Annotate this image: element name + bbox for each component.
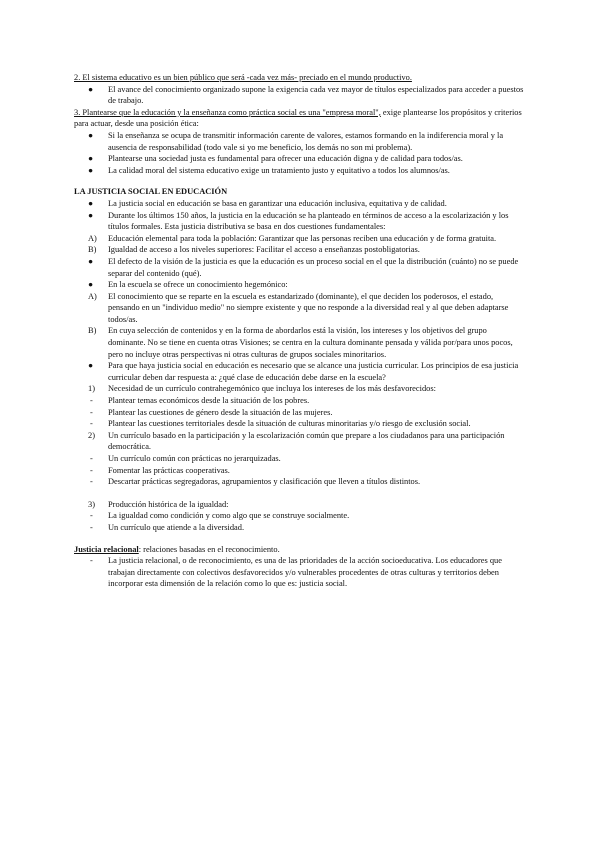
bullet-icon: ● — [88, 198, 94, 208]
dash-icon: - — [90, 419, 93, 429]
list-item — [74, 130, 526, 153]
item-marker: B) — [88, 245, 97, 255]
bullet-icon: ● — [88, 154, 94, 164]
dash-icon: - — [90, 477, 93, 487]
relational-justice-label: Justicia relacional — [74, 544, 139, 554]
list-item-text: Un currículo basado en la participación y la escolarización común que prepare a los ciudadanos para una participación democrática. — [108, 430, 505, 452]
dash-item — [74, 418, 526, 430]
item-marker: 2) — [88, 430, 95, 440]
relational-justice-rest: : relaciones basadas en el reconocimiento. — [138, 544, 280, 554]
list-item — [74, 198, 526, 210]
list-item-text: La igualdad como condición y como algo que se construye socialmente. — [108, 511, 350, 521]
list-item-text: Un currículo común con prácticas no jerarquizadas. — [108, 454, 281, 463]
list-item-text: La justicia social en educación se basa en garantizar una educación inclusiva, equitativa y de calidad. — [108, 198, 447, 208]
numbered-item — [74, 430, 526, 453]
bullet-icon: ● — [88, 280, 94, 290]
dash-item — [74, 522, 526, 534]
list-item-text: El conocimiento que se reparte en la escuela es estandarizado (dominante), el que deciden los poderosos, el estado, pensando en un "individuo medio" no siempre existente y que no responde a la diversidad real y al que deben adaptarse todos/as. — [108, 291, 509, 324]
dash-item — [74, 510, 526, 522]
list-item — [74, 256, 526, 279]
numbered-item — [74, 499, 526, 511]
list-item-text: El defecto de la visión de la justicia es que la educación es un proceso social en el que la distribución (cuánto) no se puede separar del contenido (qué). — [108, 256, 519, 278]
dash-icon: - — [90, 511, 93, 521]
list-item-text: En cuya selección de contenidos y en la forma de abordarlos está la visión, los intereses y los objetivos del grupo dominante. No se tiene en cuenta otras Visiones; se centra en la cultura dominante pensada y válida por/para unos pocos, pero no incluye otras perspectivas ni otras culturas de grupos sociales minoritarios. — [108, 326, 513, 359]
dash-item — [74, 395, 526, 407]
list-item-text: Para que haya justicia social en educación es necesario que se alcance una justicia curricular. Los principios de esa justicia curricular deben dar respuesta a: ¿qué clase de educación debe darse en la escuela? — [108, 361, 519, 382]
list-item-text: Descartar prácticas segregadoras, agrupamientos y clasificación que lleven a títulos distintos. — [108, 477, 421, 487]
item-marker: A) — [88, 233, 97, 243]
lettered-item — [74, 325, 526, 360]
list-item-text: Fomentar las prácticas cooperativas. — [108, 465, 230, 475]
list-item — [74, 210, 526, 233]
lettered-item — [74, 244, 526, 256]
dash-icon: - — [90, 407, 93, 417]
bullet-icon: ● — [88, 165, 94, 175]
list-item-text: Si la enseñanza se ocupa de transmitir información carente de valores, estamos formando en la indiferencia moral y la ausencia de responsabilidad (todo vale si yo me beneficio, los demás no son mi problema). — [108, 130, 504, 152]
section-heading: LA JUSTICIA SOCIAL EN EDUCACIÓN — [74, 187, 228, 197]
dash-item — [74, 407, 526, 419]
list-item — [74, 84, 526, 107]
dash-icon: - — [90, 465, 93, 475]
lettered-item — [74, 291, 526, 326]
list-item-text: Plantear temas económicos desde la situación de los pobres. — [108, 396, 310, 406]
list-item-text: Producción histórica de la igualdad: — [108, 499, 229, 509]
item-marker: B) — [88, 326, 97, 336]
item-marker: A) — [88, 291, 97, 301]
list-item-text: Igualdad de acceso a los niveles superiores: Facilitar el acceso a enseñanzas postobligatorias. — [108, 245, 420, 255]
list-item — [74, 153, 526, 165]
list-item-text: Plantear las cuestiones territoriales desde la situación de culturas minoritarias y/o riesgo de exclusión social. — [108, 419, 471, 429]
dash-icon: - — [90, 556, 93, 566]
list-item — [74, 360, 526, 383]
item-marker: 1) — [88, 384, 95, 394]
bullet-icon: ● — [88, 256, 94, 266]
bullet-icon: ● — [88, 130, 94, 140]
relational-justice-title — [74, 544, 526, 556]
lettered-item — [74, 233, 526, 245]
list-item — [74, 165, 526, 177]
document-page — [74, 72, 526, 590]
section-3-title — [74, 107, 526, 130]
dash-icon: - — [90, 522, 93, 532]
list-item-text: Plantearse una sociedad justa es fundamental para ofrecer una educación digna y de calidad para todos/as. — [108, 154, 463, 164]
numbered-item — [74, 383, 526, 395]
dash-icon: - — [90, 454, 93, 463]
dash-item — [74, 465, 526, 477]
list-item-text: La calidad moral del sistema educativo exige un tratamiento justo y equitativo a todos los alumnos/as. — [108, 165, 450, 175]
list-item-text: Un currículo que atiende a la diversidad. — [108, 522, 245, 532]
dash-item — [74, 453, 526, 465]
item-marker: 3) — [88, 499, 95, 509]
section-3-title-underlined: 3. Plantearse que la educación y la enseñanza como práctica social es una "empresa moral", — [74, 107, 381, 117]
dash-item — [74, 555, 526, 590]
bullet-icon: ● — [88, 210, 94, 220]
list-item-text: Plantear las cuestiones de género desde la situación de las mujeres. — [108, 407, 333, 417]
dash-item — [74, 476, 526, 488]
dash-icon: - — [90, 396, 93, 406]
list-item-text: La justicia relacional, o de reconocimiento, es una de las prioridades de la acción socioeducativa. Los educadores que trabajan directamente con colectivos desfavorecidos y/o vulnerables procedentes de otras culturas y territorios deben incorporar esta dimensión de la relación como lo que es: justicia social. — [108, 556, 502, 589]
list-item-text: El avance del conocimiento organizado supone la exigencia cada vez mayor de títulos especializados para acceder a puestos de trabajo. — [108, 84, 524, 106]
list-item — [74, 279, 526, 291]
bullet-icon: ● — [88, 361, 94, 371]
section-2-title: 2. El sistema educativo es un bien público que será -cada vez más- preciado en el mundo productivo. — [74, 73, 412, 82]
list-item-text: Educación elemental para toda la población: Garantizar que las personas reciben una educación y de forma gratuita. — [108, 233, 497, 243]
list-item-text: En la escuela se ofrece un conocimiento hegemónico: — [108, 280, 288, 290]
section-3-title-rest: exige plantearse los propósitos y criterios para actuar, desde una posición ética: — [74, 107, 522, 129]
list-item-text: Necesidad de un currículo contrahegemónico que incluya los intereses de los más desfavorecidos: — [108, 384, 436, 394]
bullet-icon: ● — [88, 84, 94, 94]
list-item-text: Durante los últimos 150 años, la justicia en la educación se ha planteado en términos de acceso a la escolarización y los títulos formales. Esta justicia distributiva se basa en dos cuestiones fundamentales: — [108, 210, 509, 232]
